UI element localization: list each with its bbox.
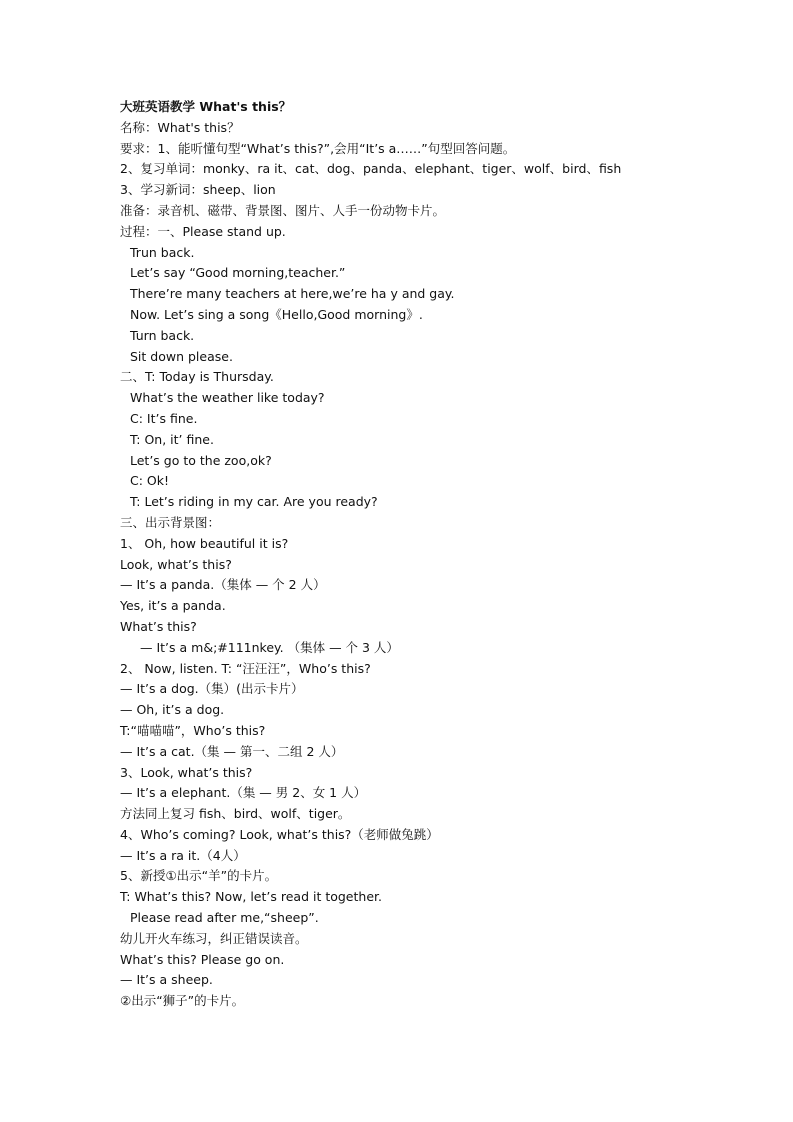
text-line: 5、新授①出示“羊”的卡片。: [120, 868, 278, 884]
text-line: 幼儿开火车练习，纠正错误读音。: [120, 930, 308, 946]
document-lines: [120, 118, 760, 1012]
text-line: 3、学习新词：sheep、lion: [120, 182, 276, 198]
text-line: — It’s a cat.（集 — 第一、二组 2 人）: [120, 743, 344, 759]
text-line: 三、出示背景图：: [120, 514, 221, 530]
text-line: 准备：录音机、磁带、背景图、图片、人手一份动物卡片。: [120, 202, 446, 218]
text-line: T: What’s this? Now, let’s read it together.: [120, 889, 382, 905]
text-line: — It’s a dog.（集）(出示卡片）: [120, 681, 304, 697]
text-line: 方法同上复习 fish、bird、wolf、tiger。: [120, 806, 351, 822]
document-body: [120, 97, 760, 1012]
text-line: — It’s a m&;#111nkey. （集体 — 个 3 人）: [140, 639, 399, 655]
text-line: 2、 Now, listen. T: “汪汪汪”，Who’s this?: [120, 660, 371, 676]
text-line: T:“喵喵喵”，Who’s this?: [120, 722, 266, 738]
text-line: T: Let’s riding in my car. Are you ready?: [130, 494, 378, 510]
text-line: What’s the weather like today?: [130, 390, 325, 406]
text-line: — It’s a elephant.（集 — 男 2、女 1 人）: [120, 785, 367, 801]
text-line: What’s this? Please go on.: [120, 951, 285, 967]
text-line: There’re many teachers at here,we’re ha y and gay.: [130, 286, 455, 302]
text-line: 2、复习单词：monky、ra it、cat、dog、panda、elephant、tiger、wolf、bird、fish: [120, 161, 622, 177]
text-line: 过程：一、Please stand up.: [120, 223, 286, 239]
text-line: Let’s go to the zoo,ok?: [130, 452, 272, 468]
text-line: Look, what’s this?: [120, 556, 232, 572]
text-line: — It’s a sheep.: [120, 972, 213, 988]
text-line: Trun back.: [130, 244, 195, 260]
text-line: — It’s a ra it.（4人）: [120, 847, 246, 863]
text-line: Now. Let’s sing a song《Hello,Good morning》.: [130, 306, 423, 322]
text-line: 3、Look, what’s this?: [120, 764, 253, 780]
text-line: ②出示“狮子”的卡片。: [120, 993, 245, 1009]
text-line: Let’s say “Good morning,teacher.”: [130, 265, 346, 281]
text-line: What’s this?: [120, 618, 197, 634]
text-line: Yes, it’s a panda.: [120, 598, 226, 614]
text-line: 要求：1、能听懂句型“What’s this?”,会用“It’s a……”句型回答问题。: [120, 140, 516, 156]
text-line: Sit down please.: [130, 348, 233, 364]
text-line: T: On, it’ fine.: [130, 431, 214, 447]
text-line: C: Ok!: [130, 473, 170, 489]
text-line: C: It’s fine.: [130, 410, 198, 426]
text-line: — Oh, it’s a dog.: [120, 702, 225, 718]
text-line: 1、 Oh, how beautiful it is?: [120, 535, 289, 551]
text-line: 4、Who’s coming? Look, what’s this?（老师做兔跳）: [120, 826, 439, 842]
text-line: Please read after me,“sheep”.: [130, 910, 319, 926]
text-line: — It’s a panda.（集体 — 个 2 人）: [120, 577, 326, 593]
text-line: Turn back.: [130, 327, 195, 343]
text-line: 名称：What's this？: [120, 119, 240, 135]
text-line: 二、T: Today is Thursday.: [120, 369, 274, 385]
document-title: 大班英语教学 What's this？: [120, 99, 292, 114]
